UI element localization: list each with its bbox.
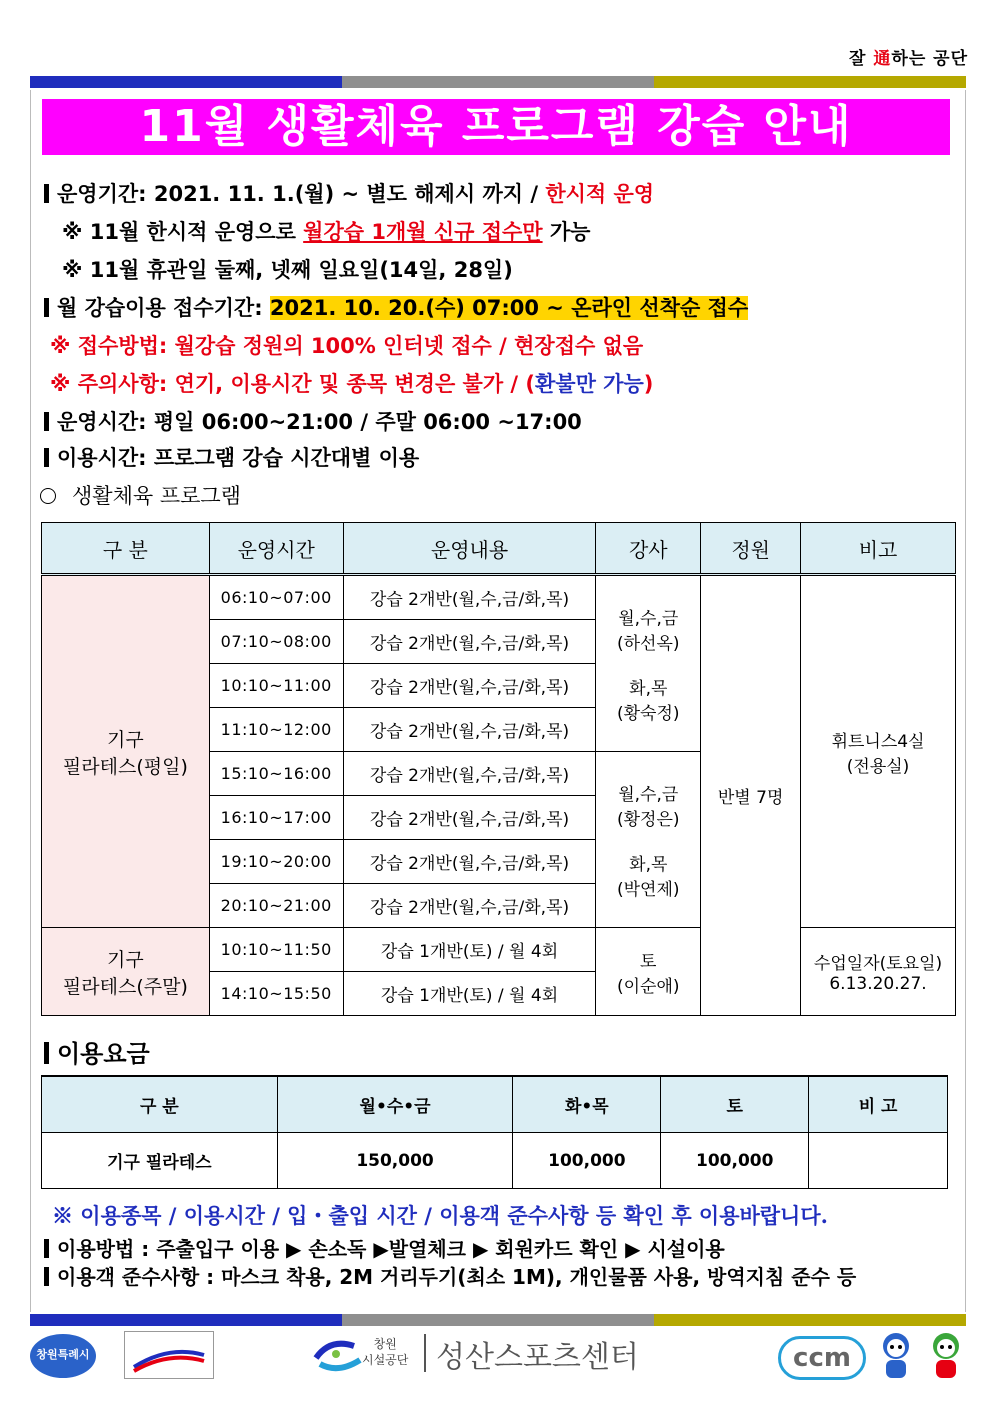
note-new-registration: ※ 11월 한시적 운영으로 월강습 1개월 신규 접수만 가능: [62, 220, 591, 244]
fee-row: [42, 1133, 948, 1189]
time-cell: 10:10~11:00: [209, 664, 343, 708]
ccm-logo: ccm: [778, 1336, 866, 1380]
usage-hours: 이용시간: 프로그램 강습 시간대별 이용: [44, 442, 419, 472]
content-cell: 강습 2개반(월,수,금/화,목): [343, 575, 596, 620]
fee-header-row: [42, 1076, 948, 1133]
time-cell: 07:10~08:00: [209, 620, 343, 664]
city-logo: 창원특례시: [30, 1334, 96, 1378]
program-table: [41, 522, 956, 1016]
fee-header-tt: 화•목: [513, 1076, 661, 1133]
weekday-category: 기구 필라테스(평일): [42, 575, 210, 928]
fee-header-note: 비 고: [809, 1076, 948, 1133]
header-category: 구 분: [42, 523, 210, 575]
time-cell: 11:10~12:00: [209, 708, 343, 752]
header-content: 운영내용: [343, 523, 596, 575]
fee-tt: 100,000: [513, 1133, 661, 1189]
usage-method: 이용방법 : 주출입구 이용 ▶ 손소독 ▶발열체크 ▶ 회원카드 확인 ▶ 시설이용: [44, 1233, 725, 1262]
mascot-green-icon: [922, 1330, 970, 1384]
content-cell: 강습 1개반(토) / 월 4회: [343, 972, 596, 1016]
note-closed-days: ※ 11월 휴관일 둘째, 넷째 일요일(14일, 28일): [62, 258, 513, 282]
content-cell: 강습 2개반(월,수,금/화,목): [343, 620, 596, 664]
time-cell: 14:10~15:50: [209, 972, 343, 1016]
instructor-weekend: 토 (이순애): [596, 928, 701, 1016]
page-title: 11월 생활체육 프로그램 강습 안내: [42, 99, 950, 155]
operating-hours: 운영시간: 평일 06:00~21:00 / 주말 06:00 ~17:00: [44, 406, 582, 436]
weekend-category: 기구 필라테스(주말): [42, 928, 210, 1016]
caution: ※ 주의사항: 연기, 이용시간 및 종목 변경은 불가 / (환불만 가능): [50, 372, 654, 396]
time-cell: 06:10~07:00: [209, 575, 343, 620]
fee-heading: 이용요금: [44, 1034, 150, 1069]
content-cell: 강습 2개반(월,수,금/화,목): [343, 708, 596, 752]
time-cell: 10:10~11:50: [209, 928, 343, 972]
fee-header-mwf: 월•수•금: [277, 1076, 513, 1133]
center-name: 성산스포츠센터: [436, 1340, 639, 1375]
corporation-name: 창원 시설공단: [362, 1337, 409, 1367]
circle-bullet-icon: [40, 488, 56, 504]
fee-sat: 100,000: [661, 1133, 809, 1189]
registration-period: 월 강습이용 접수기간: 2021. 10. 20.(수) 07:00 ~ 온라인 선착순 접수: [44, 292, 748, 322]
content-cell: 강습 2개반(월,수,금/화,목): [343, 840, 596, 884]
instructor-pm: 월,수,금 (황정은) 화,목 (박연제): [596, 752, 701, 928]
fee-note: [809, 1133, 948, 1189]
time-cell: 15:10~16:00: [209, 752, 343, 796]
section-title: 생활체육 프로그램: [40, 480, 241, 510]
fee-table: [41, 1075, 948, 1189]
certificate-logo: [124, 1331, 214, 1379]
fee-header-category: 구 분: [42, 1076, 278, 1133]
note-weekend: 수업일자(토요일) 6.13.20.27.: [801, 928, 956, 1016]
note-weekday: 휘트니스4실 (전용실): [801, 575, 956, 928]
mascot-blue-icon: [872, 1330, 920, 1384]
corporation-logo-icon: [310, 1334, 368, 1374]
divider: [424, 1334, 426, 1372]
usage-notice: ※ 이용종목 / 이용시간 / 입・출입 시간 / 이용객 준수사항 등 확인 후 이용바랍니다.: [52, 1203, 828, 1228]
time-cell: 16:10~17:00: [209, 796, 343, 840]
registration-method: ※ 접수방법: 월강습 정원의 100% 인터넷 접수 / 현장접수 없음: [50, 334, 644, 358]
table-header-row: [42, 523, 956, 575]
time-cell: 20:10~21:00: [209, 884, 343, 928]
content-cell: 강습 2개반(월,수,금/화,목): [343, 664, 596, 708]
top-color-bar: [30, 76, 966, 88]
content-cell: 강습 2개반(월,수,금/화,목): [343, 752, 596, 796]
table-row: [42, 928, 956, 972]
instructor-am: 월,수,금 (하선옥) 화,목 (황숙정): [596, 575, 701, 752]
slogan: 잘 通하는 공단: [849, 49, 968, 69]
fee-header-sat: 토: [661, 1076, 809, 1133]
operation-period: 운영기간: 2021. 11. 1.(월) ~ 별도 해제시 까지 / 한시적 운영: [44, 178, 654, 208]
header-capacity: 정원: [701, 523, 801, 575]
capacity-cell: 반별 7명: [701, 575, 801, 1016]
content-cell: 강습 1개반(토) / 월 4회: [343, 928, 596, 972]
header-time: 운영시간: [209, 523, 343, 575]
fee-mwf: 150,000: [277, 1133, 513, 1189]
time-cell: 19:10~20:00: [209, 840, 343, 884]
fee-category: 기구 필라테스: [42, 1133, 278, 1189]
header-instructor: 강사: [596, 523, 701, 575]
content-cell: 강습 2개반(월,수,금/화,목): [343, 796, 596, 840]
footer-logos: [0, 1326, 992, 1396]
header-note: 비고: [801, 523, 956, 575]
bottom-color-bar: [30, 1314, 966, 1326]
user-rules: 이용객 준수사항 : 마스크 착용, 2M 거리두기(최소 1M), 개인물품 사용, 방역지침 준수 등: [44, 1261, 856, 1290]
content-cell: 강습 2개반(월,수,금/화,목): [343, 884, 596, 928]
table-row: [42, 575, 956, 620]
